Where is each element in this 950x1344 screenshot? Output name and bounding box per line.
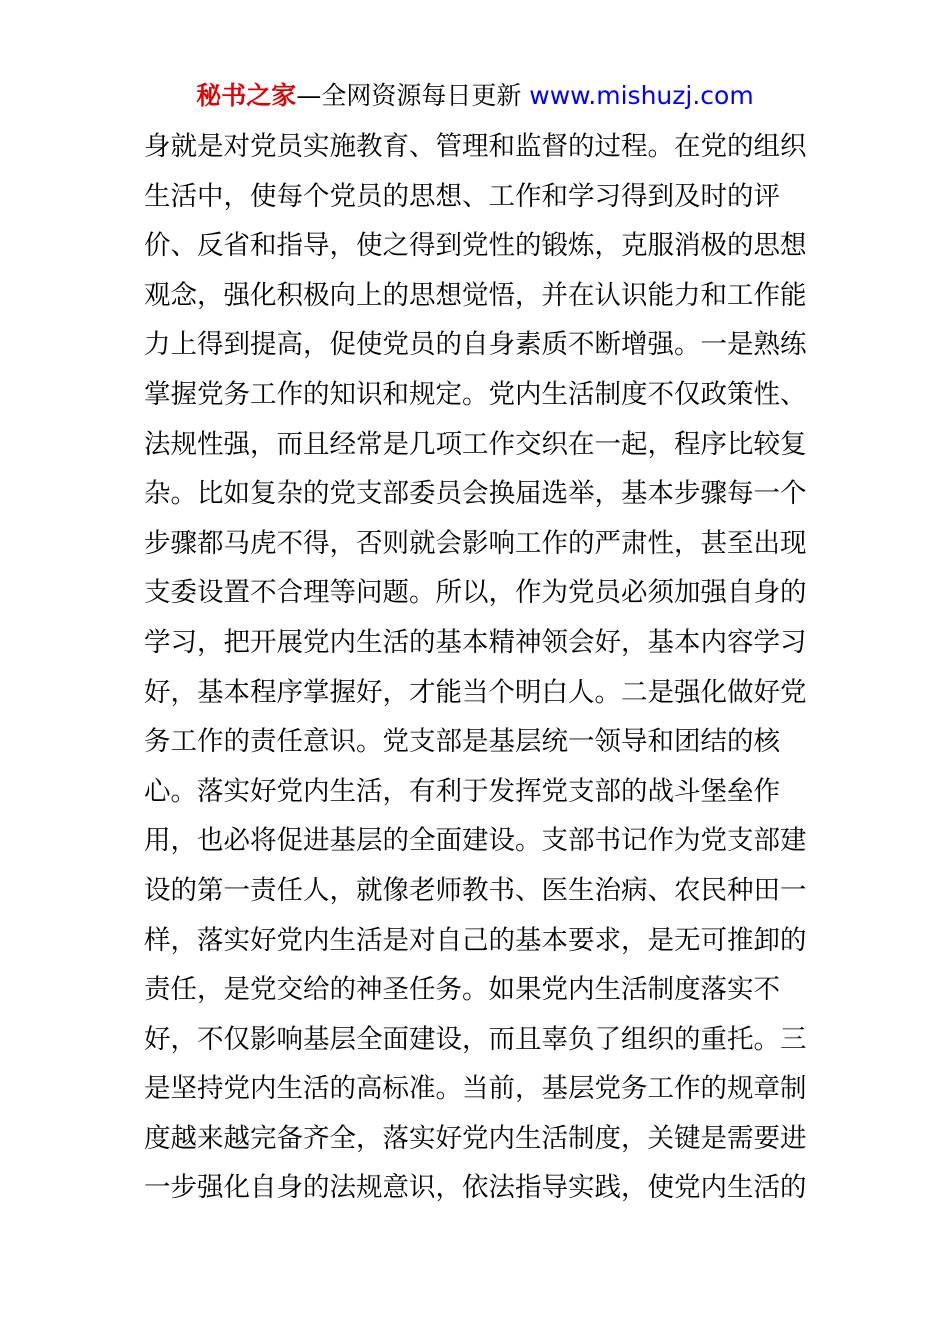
body-line: 用，也必将促进基层的全面建设。支部书记作为党支部建 [144, 825, 807, 857]
body-line: 好，基本程序掌握好，才能当个明白人。二是强化做好党 [144, 676, 807, 708]
body-line: 度越来越完备齐全，落实好党内生活制度，关键是需要进 [144, 1122, 807, 1154]
body-line: 学习，把开展党内生活的基本精神领会好，基本内容学习 [144, 626, 807, 658]
header-tagline: —全网资源每日更新 [296, 81, 530, 110]
body-line: 步骤都马虎不得，否则就会影响工作的严肃性，甚至出现 [144, 527, 807, 559]
body-line: 支委设置不合理等问题。所以，作为党员必须加强自身的 [144, 577, 807, 609]
body-line: 责任，是党交给的神圣任务。如果党内生活制度落实不 [144, 974, 780, 1006]
body-line: 好，不仅影响基层全面建设，而且辜负了组织的重托。三 [144, 1023, 807, 1055]
body-line: 掌握党务工作的知识和规定。党内生活制度不仅政策性、 [144, 378, 807, 410]
body-line: 观念，强化积极向上的思想觉悟，并在认识能力和工作能 [144, 279, 807, 311]
body-line: 价、反省和指导，使之得到党性的锻炼，克服消极的思想 [144, 230, 807, 262]
header-url-link[interactable]: www.mishuzj.com [529, 81, 754, 110]
body-line: 生活中，使每个党员的思想、工作和学习得到及时的评 [144, 180, 780, 212]
body-line: 样，落实好党内生活是对自己的基本要求，是无可推卸的 [144, 924, 807, 956]
document-body [144, 122, 816, 1213]
body-line: 杂。比如复杂的党支部委员会换届选举，基本步骤每一个 [144, 478, 807, 510]
body-line: 力上得到提高，促使党员的自身素质不断增强。一是熟练 [144, 329, 807, 361]
body-line: 一步强化自身的法规意识，依法指导实践，使党内生活的 [144, 1172, 807, 1204]
body-line: 心。落实好党内生活，有利于发挥党支部的战斗堡垒作 [144, 775, 780, 807]
body-line: 务工作的责任意识。党支部是基层统一领导和团结的核 [144, 726, 780, 758]
page-header [0, 78, 950, 114]
body-line: 是坚持党内生活的高标准。当前，基层党务工作的规章制 [144, 1073, 807, 1105]
body-line: 法规性强，而且经常是几项工作交织在一起，程序比较复 [144, 428, 807, 460]
body-line: 设的第一责任人，就像老师教书、医生治病、农民种田一 [144, 874, 807, 906]
header-brand: 秘书之家 [196, 81, 297, 110]
body-line: 身就是对党员实施教育、管理和监督的过程。在党的组织 [144, 131, 807, 162]
